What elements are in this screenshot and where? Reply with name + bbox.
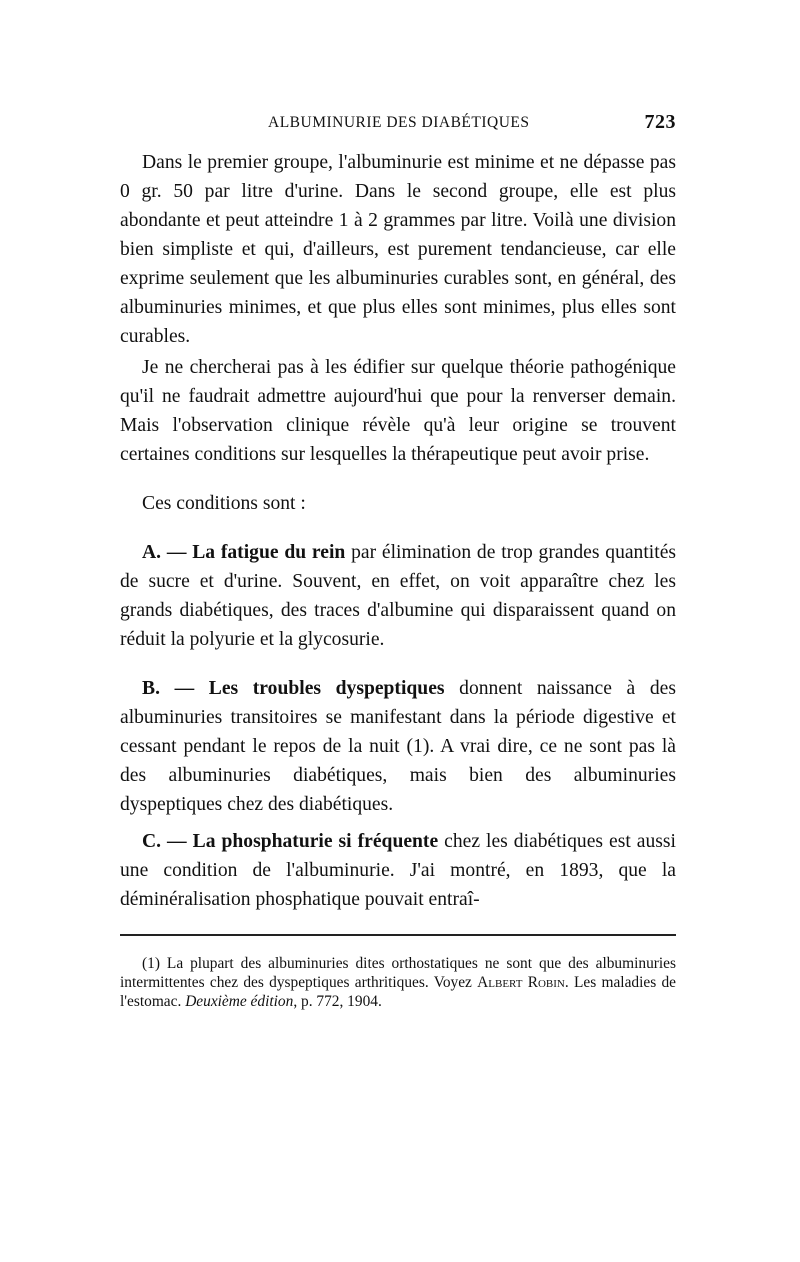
- paragraph-groups: Dans le premier groupe, l'albuminurie est minime et ne dépasse pas 0 gr. 50 par litre d'urine. Dans le second groupe, elle est plus abondante et peut atteindre 1 à 2 grammes par litre. Voilà une division bien simpliste et qui, d'ailleurs, est purement tendancieuse, car elle exprime seulement que les albuminuries curables sont, en général, des albuminuries minimes, et que plus elles sont minimes, plus elles sont curables.: [120, 152, 676, 347]
- paragraph-theory: Je ne chercherai pas à les édifier sur quelque théorie pathogénique qu'il ne faudrait admettre aujourd'hui que pour la renverser demain. Mais l'observation clinique révèle qu'à leur origine se trouvent certaines conditions sur lesquelles la thérapeutique peut avoir prise.: [120, 357, 676, 465]
- footnote-body: (1) La plupart des albuminuries dites orthostatiques ne sont que des albuminuries intermittentes chez des dyspeptiques arthritiques. Voyez: [120, 955, 676, 991]
- condition-a: [120, 538, 676, 654]
- page-number: 723: [644, 111, 676, 133]
- condition-b-text: donnent naissance à des albuminuries transitoires se manifestant dans la période digestive et cessant pendant le repos de la nuit (1). A vrai dire, ce ne sont pas là des albuminuries diabétiques, mais bien des albuminuries dyspeptiques chez des diabétiques.: [120, 678, 676, 815]
- running-header: [120, 108, 676, 136]
- footnote-text: [120, 954, 676, 1011]
- footnote-pages: , p. 772, 1904.: [293, 993, 382, 1010]
- condition-c-label: C. — La phosphaturie si fréquente: [142, 831, 439, 852]
- condition-a-text: par élimination de trop grandes quantités de sucre et d'urine. Souvent, en effet, on voit apparaître chez les grands diabétiques, des traces d'albumine qui disparaissent quand on réduit la polyurie et la glycosurie.: [120, 542, 677, 650]
- condition-c: [120, 827, 676, 914]
- footnote-work: . Les maladies de l'estomac.: [120, 974, 676, 1010]
- footnote-divider: [120, 934, 676, 936]
- paragraph-conditions-intro: Ces conditions sont :: [142, 493, 306, 514]
- footnote-author: Albert Robin: [477, 974, 565, 991]
- footnote: [120, 954, 676, 1011]
- condition-b-label: B. — Les troubles dyspeptiques: [142, 678, 445, 699]
- condition-a-label: A. — La fatigue du rein: [142, 542, 346, 563]
- condition-b: [120, 674, 676, 819]
- footnote-edition: Deuxième édition: [185, 993, 294, 1010]
- book-page: [120, 108, 676, 1011]
- running-title: ALBUMINURIE DES DIABÉTIQUES: [268, 114, 530, 131]
- main-text: [120, 148, 676, 914]
- condition-c-text: chez les diabétiques est aussi une condition de l'albuminurie. J'ai montré, en 1893, que la déminéralisation phosphatique pouvait entraî-: [120, 831, 676, 910]
